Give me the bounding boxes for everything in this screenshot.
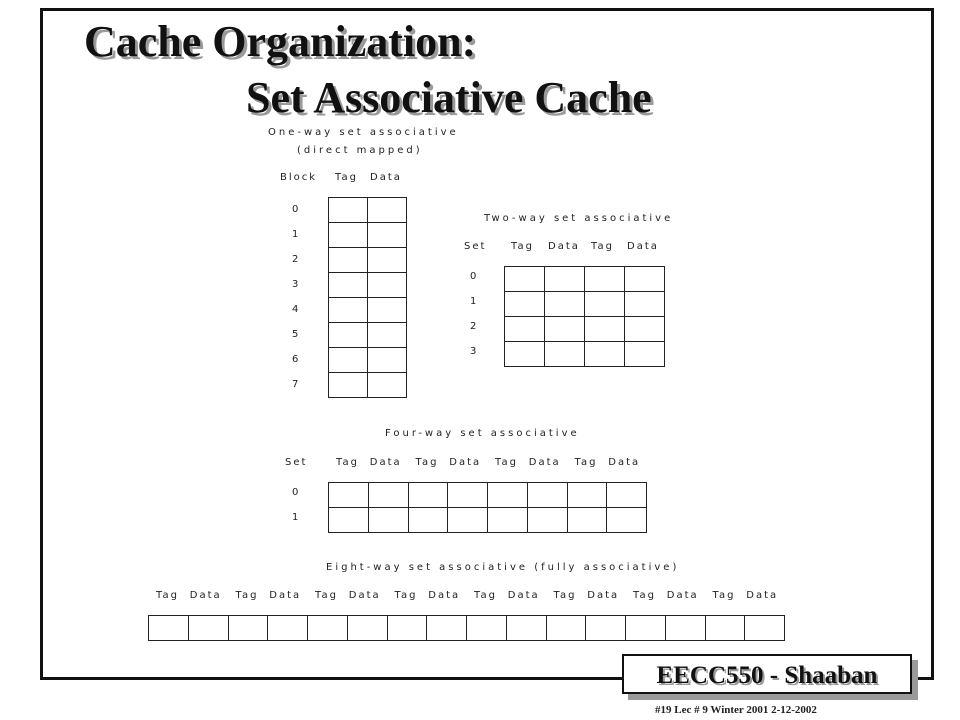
two-way-row-label: 1 — [470, 296, 477, 307]
two-way-header-data-2: Data — [627, 241, 659, 252]
tag-cell — [584, 316, 625, 342]
data-cell — [447, 482, 488, 508]
data-cell — [367, 322, 407, 348]
data-cell — [267, 615, 308, 641]
tag-cell — [408, 482, 449, 508]
tag-cell — [546, 615, 587, 641]
tag-cell — [408, 507, 449, 533]
four-way-header-data: Data — [608, 457, 641, 468]
one-way-row-label: 2 — [292, 254, 299, 265]
tag-cell — [328, 372, 368, 398]
data-cell — [368, 507, 409, 533]
tag-cell — [466, 615, 507, 641]
slide-title-line2: Set Associative Cache — [246, 73, 652, 122]
data-cell — [544, 291, 585, 317]
data-cell — [624, 291, 665, 317]
one-way-row-label: 7 — [292, 379, 299, 390]
four-way-header-tag: Tag — [415, 457, 439, 468]
data-cell — [527, 507, 568, 533]
tag-cell — [328, 197, 368, 223]
tag-cell — [584, 291, 625, 317]
two-way-header-set: Set — [464, 241, 487, 252]
data-cell — [544, 316, 585, 342]
data-cell — [367, 222, 407, 248]
tag-cell — [487, 482, 528, 508]
tag-cell — [504, 266, 545, 292]
data-cell — [606, 482, 647, 508]
tag-cell — [328, 322, 368, 348]
data-cell — [368, 482, 409, 508]
tag-cell — [584, 266, 625, 292]
data-cell — [544, 341, 585, 367]
eight-way-header-data: Data — [746, 590, 779, 601]
one-way-row-label: 3 — [292, 279, 299, 290]
tag-cell — [387, 615, 428, 641]
one-way-caption: One-way set associative — [268, 127, 459, 138]
four-way-row-label: 1 — [292, 512, 299, 523]
tag-cell — [328, 272, 368, 298]
eight-way-header-tag: Tag — [315, 590, 338, 601]
tag-cell — [504, 341, 545, 367]
tag-cell — [584, 341, 625, 367]
one-way-header-block: Block — [280, 172, 318, 183]
two-way-header-tag-2: Tag — [591, 241, 614, 252]
data-cell — [426, 615, 467, 641]
two-way-header-tag-1: Tag — [511, 241, 534, 252]
eight-way-header-data: Data — [189, 590, 222, 601]
data-cell — [744, 615, 785, 641]
eight-way-header-tag: Tag — [633, 590, 656, 601]
one-way-row-label: 4 — [292, 304, 299, 315]
data-cell — [527, 482, 568, 508]
course-badge-label: EECC550 - Shaaban — [656, 662, 878, 689]
tag-cell — [328, 222, 368, 248]
eight-way-header-tag: Tag — [553, 590, 577, 601]
four-way-header-tag: Tag — [574, 457, 598, 468]
data-cell — [367, 297, 407, 323]
data-cell — [624, 316, 665, 342]
data-cell — [367, 347, 407, 373]
eight-way-header-data: Data — [507, 590, 540, 601]
four-way-caption: Four-way set associative — [385, 428, 580, 439]
one-way-header-data: Data — [370, 172, 402, 183]
eight-way-header-data: Data — [587, 590, 620, 601]
four-way-header-tag: Tag — [495, 457, 518, 468]
tag-cell — [307, 615, 348, 641]
data-cell — [188, 615, 229, 641]
one-way-header-tag: Tag — [335, 172, 358, 183]
tag-cell — [328, 482, 369, 508]
data-cell — [624, 266, 665, 292]
one-way-row-label: 1 — [292, 229, 299, 240]
eight-way-header-data: Data — [269, 590, 302, 601]
four-way-row-label: 0 — [292, 487, 299, 498]
tag-cell — [487, 507, 528, 533]
eight-way-header-tag: Tag — [474, 590, 497, 601]
four-way-header-data: Data — [528, 457, 561, 468]
slide-footer: #19 Lec # 9 Winter 2001 2-12-2002 — [655, 704, 817, 716]
four-way-header-set: Set — [285, 457, 308, 468]
eight-way-header-tag: Tag — [156, 590, 179, 601]
data-cell — [606, 507, 647, 533]
data-cell — [367, 197, 407, 223]
eight-way-header-data: Data — [666, 590, 699, 601]
tag-cell — [567, 482, 608, 508]
tag-cell — [328, 247, 368, 273]
eight-way-header-tag: Tag — [712, 590, 736, 601]
data-cell — [665, 615, 706, 641]
eight-way-header-data: Data — [348, 590, 381, 601]
one-way-row-label: 6 — [292, 354, 299, 365]
one-way-row-label: 5 — [292, 329, 299, 340]
two-way-caption: Two-way set associative — [484, 213, 674, 224]
data-cell — [447, 507, 488, 533]
data-cell — [544, 266, 585, 292]
tag-cell — [328, 297, 368, 323]
data-cell — [585, 615, 626, 641]
eight-way-caption: Eight-way set associative (fully associative) — [326, 562, 680, 573]
data-cell — [367, 372, 407, 398]
tag-cell — [228, 615, 269, 641]
data-cell — [367, 272, 407, 298]
course-badge — [622, 654, 912, 694]
one-way-row-label: 0 — [292, 204, 299, 215]
eight-way-header-tag: Tag — [394, 590, 418, 601]
four-way-header-tag: Tag — [336, 457, 359, 468]
tag-cell — [504, 291, 545, 317]
tag-cell — [328, 347, 368, 373]
data-cell — [347, 615, 388, 641]
eight-way-header-tag: Tag — [235, 590, 259, 601]
tag-cell — [625, 615, 666, 641]
data-cell — [624, 341, 665, 367]
two-way-row-label: 2 — [470, 321, 477, 332]
tag-cell — [148, 615, 189, 641]
four-way-header-data: Data — [369, 457, 402, 468]
slide-title-line1: Cache Organization: — [84, 17, 477, 66]
tag-cell — [504, 316, 545, 342]
tag-cell — [705, 615, 746, 641]
data-cell — [506, 615, 547, 641]
data-cell — [367, 247, 407, 273]
eight-way-header-data: Data — [428, 590, 461, 601]
one-way-subcaption: (direct mapped) — [297, 145, 423, 156]
four-way-header-data: Data — [449, 457, 482, 468]
tag-cell — [567, 507, 608, 533]
two-way-header-data-1: Data — [548, 241, 580, 252]
two-way-row-label: 0 — [470, 271, 477, 282]
tag-cell — [328, 507, 369, 533]
two-way-row-label: 3 — [470, 346, 477, 357]
